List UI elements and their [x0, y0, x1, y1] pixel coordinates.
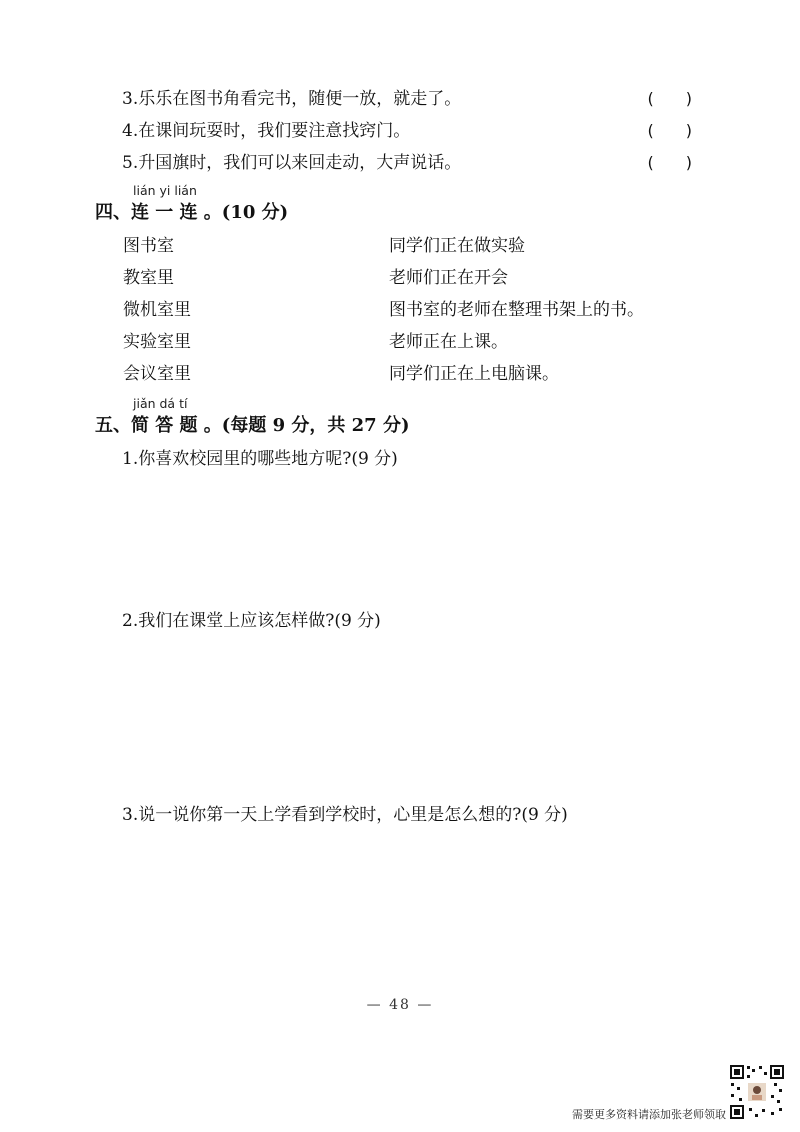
match-right-item[interactable]: 老师正在上课。: [389, 332, 508, 352]
page-number: — 48 —: [366, 997, 434, 1013]
section4-title: 四、连 一 连 。(10 分): [95, 202, 289, 223]
section5-title: 五、简 答 题 。(每题 9 分，共 27 分): [95, 415, 410, 436]
match-right-item[interactable]: 同学们正在做实验: [389, 236, 525, 256]
judge-item: [122, 88, 722, 110]
judge-item: [122, 120, 722, 142]
question: 1.你喜欢校园里的哪些地方呢?(9 分): [122, 449, 398, 469]
match-left-item[interactable]: 微机室里: [123, 300, 191, 320]
match-left-item[interactable]: 教室里: [123, 268, 174, 288]
match-left-item[interactable]: 会议室里: [123, 364, 191, 384]
question: 3.说一说你第一天上学看到学校时，心里是怎么想的?(9 分): [122, 805, 568, 825]
match-left-item[interactable]: 实验室里: [123, 332, 191, 352]
footer-note: 需要更多资料请添加张老师领取: [572, 1108, 726, 1121]
answer-parentheses[interactable]: ( ): [647, 121, 692, 140]
answer-area[interactable]: [122, 476, 722, 606]
answer-area[interactable]: [122, 832, 722, 982]
match-right-item[interactable]: 同学们正在上电脑课。: [389, 364, 559, 384]
section5-pinyin: jiǎn dá tí: [133, 396, 188, 411]
question: 2.我们在课堂上应该怎样做?(9 分): [122, 611, 381, 631]
section4-pinyin: lián yi lián: [133, 183, 197, 198]
answer-parentheses[interactable]: ( ): [647, 89, 692, 108]
answer-area[interactable]: [122, 638, 722, 798]
match-right-item[interactable]: 图书室的老师在整理书架上的书。: [389, 300, 644, 320]
qr-code-icon: [729, 1064, 785, 1120]
match-right-item[interactable]: 老师们正在开会: [389, 268, 508, 288]
judge-item: [122, 152, 722, 174]
answer-parentheses[interactable]: ( ): [647, 153, 692, 172]
judge-item-text: 4.在课间玩耍时，我们要注意找窍门。: [122, 121, 411, 141]
judge-item-text: 5.升国旗时，我们可以来回走动，大声说话。: [122, 153, 462, 173]
match-left-item[interactable]: 图书室: [123, 236, 174, 256]
judge-item-text: 3.乐乐在图书角看完书，随便一放，就走了。: [122, 89, 462, 109]
